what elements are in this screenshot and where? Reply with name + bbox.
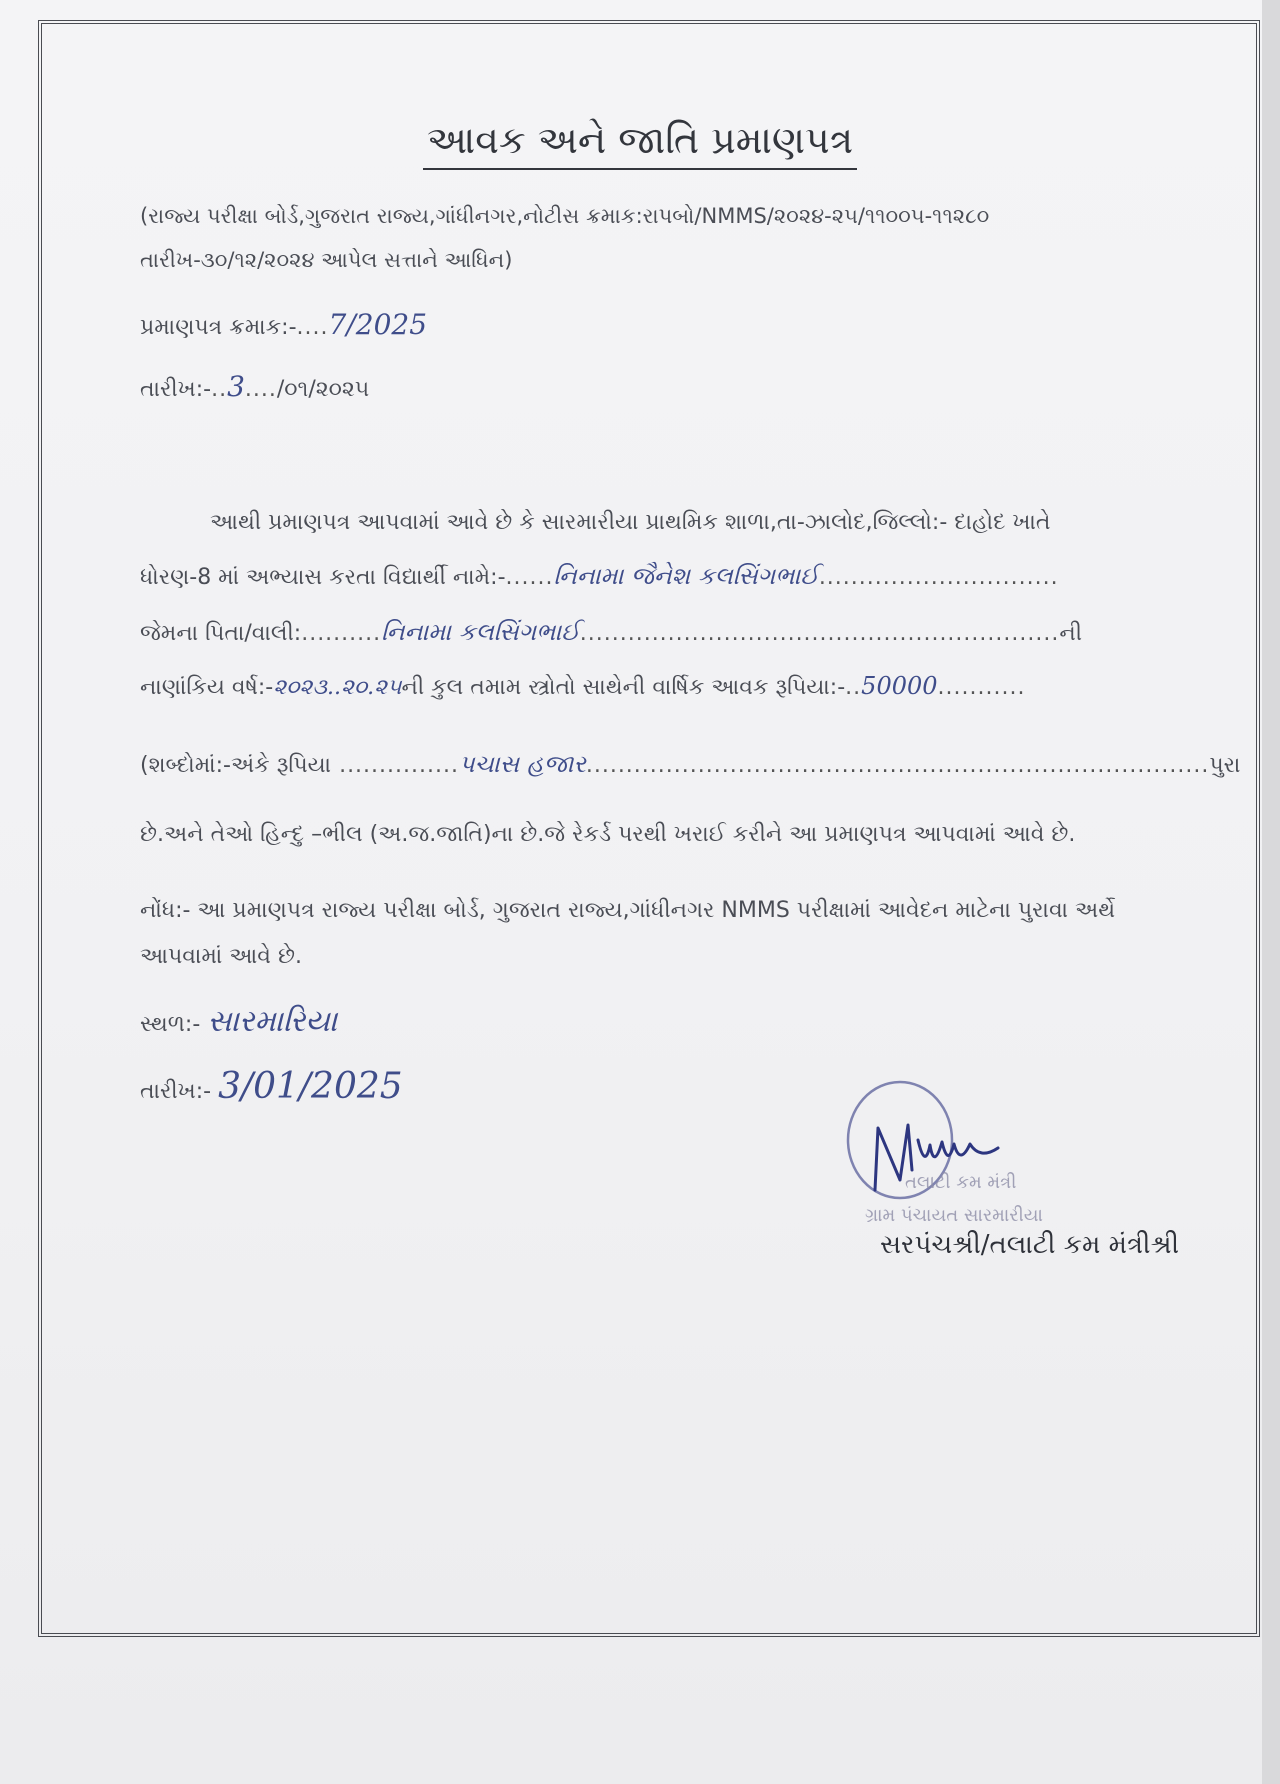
signature-stamp-graphic (830, 1070, 1090, 1220)
stamp-line-1: તલાટી કમ મંત્રી (905, 1172, 1017, 1193)
caste-line: છે.અને તેઓ હિન્દુ –ભીલ (અ.જ.જાતિ)ના છે.જે રેકર્ડ પરથી ખરાઈ કરીને આ પ્રમાણપત્ર આપવામાં આવે છે. (140, 822, 1076, 847)
paper-edge (1262, 0, 1280, 1784)
document-title (0, 118, 1280, 163)
date2-label: તારીખ:- (140, 1079, 212, 1104)
cert-date-day: 3 (227, 370, 245, 403)
cert-number-label: પ્રમાણપત્ર ક્રમાક:- (140, 315, 297, 340)
student-name: નિનામા જૈનેશ કલસિંગભાઈ (553, 562, 819, 590)
para1-line1: આથી પ્રમાણપત્ર આપવામાં આવે છે કે સારમારીયા પ્રાથમિક શાળા,તા-ઝાલોદ,જિલ્લો:- દાહોદ ખાતે (210, 510, 1051, 535)
title-text: આવક અને જાતિ પ્રમાણપત્ર (423, 118, 857, 170)
date2-row (140, 1066, 403, 1107)
words-value: પચાસ હજાર (458, 750, 586, 778)
words-label: (શબ્દોમાં:-અંકે રૂપિયા (140, 753, 332, 778)
date2-value: 3/01/2025 (218, 1066, 403, 1107)
fy-label: નાણાંકિય વર્ષ:- (140, 675, 274, 700)
note-line-2: આપવામાં આવે છે. (140, 944, 302, 969)
cert-number-row: પ્રમાણપત્ર ક્રમાક:-....7/2025 (140, 308, 428, 341)
student-row: ધોરણ-8 માં અભ્યાસ કરતા વિદ્યાર્થી નામે:-......નિનામા જૈનેશ કલસિંગભાઈ.............................. (140, 562, 1059, 590)
words-suffix: પુરા (1209, 753, 1241, 778)
cert-number-value: 7/2025 (328, 308, 428, 341)
income-text: ની કુલ તમામ સ્ત્રોતો સાથેની વાર્ષિક આવક રૂપિયા:- (401, 675, 846, 700)
father-label: જેમના પિતા/વાલી: (140, 621, 302, 646)
student-label: ધોરણ-8 માં અભ્યાસ કરતા વિદ્યાર્થી નામે:- (140, 565, 506, 590)
note-line-1: નોંધ:- આ પ્રમાણપત્ર રાજ્ય પરીક્ષા બોર્ડ, ગુજરાત રાજ્ય,ગાંધીનગર NMMS પરીક્ષામાં આવેદન માટેના પુરાવા અર્થે (140, 898, 1116, 923)
place-label: સ્થળ:- (140, 1012, 201, 1037)
cert-date-label: તારીખ:- (140, 377, 212, 402)
father-suffix: ની (1059, 621, 1083, 646)
words-row: (શબ્દોમાં:-અંકે રૂપિયા ...............પચાસ હજાર..............................................................................પુરા (140, 750, 1241, 778)
place-value: સારમારિયા (207, 1004, 338, 1039)
income-value: 50000 (861, 672, 938, 700)
cert-date-row: તારીખ:-..3..../૦૧/૨૦૨૫ (140, 370, 370, 403)
authority-line-2: તારીખ-૩૦/૧૨/૨૦૨૪ આપેલ સત્તાને આધિન) (140, 248, 513, 272)
father-row: જેમના પિતા/વાલી:..........નિનામા કલસિંગભાઈ............................................................ની (140, 618, 1083, 646)
place-row (140, 1004, 337, 1039)
authority-line-1: (રાજ્ય પરીક્ષા બોર્ડ,ગુજરાત રાજ્ય,ગાંધીનગર,નોટીસ ક્રમાક:રાપબો/NMMS/૨૦૨૪-૨૫/૧૧૦૦૫-૧૧૨૮૦ (140, 204, 990, 228)
father-name: નિનામા કલસિંગભાઈ (381, 618, 580, 646)
income-row: નાણાંકિય વર્ષ:-૨૦૨૩..૨૦.૨૫ની કુલ તમામ સ્ત્રોતો સાથેની વાર્ષિક આવક રૂપિયા:-..50000........... (140, 672, 1026, 700)
signatory-title: સરપંચશ્રી/તલાટી કમ મંત્રીશ્રી (880, 1230, 1180, 1260)
cert-date-rest: /૦૧/૨૦૨૫ (276, 377, 370, 402)
fy-value: ૨૦૨૩..૨૦.૨૫ (273, 675, 402, 700)
stamp-line-2: ગ્રામ પંચાયત સારમારીયા (865, 1205, 1043, 1226)
